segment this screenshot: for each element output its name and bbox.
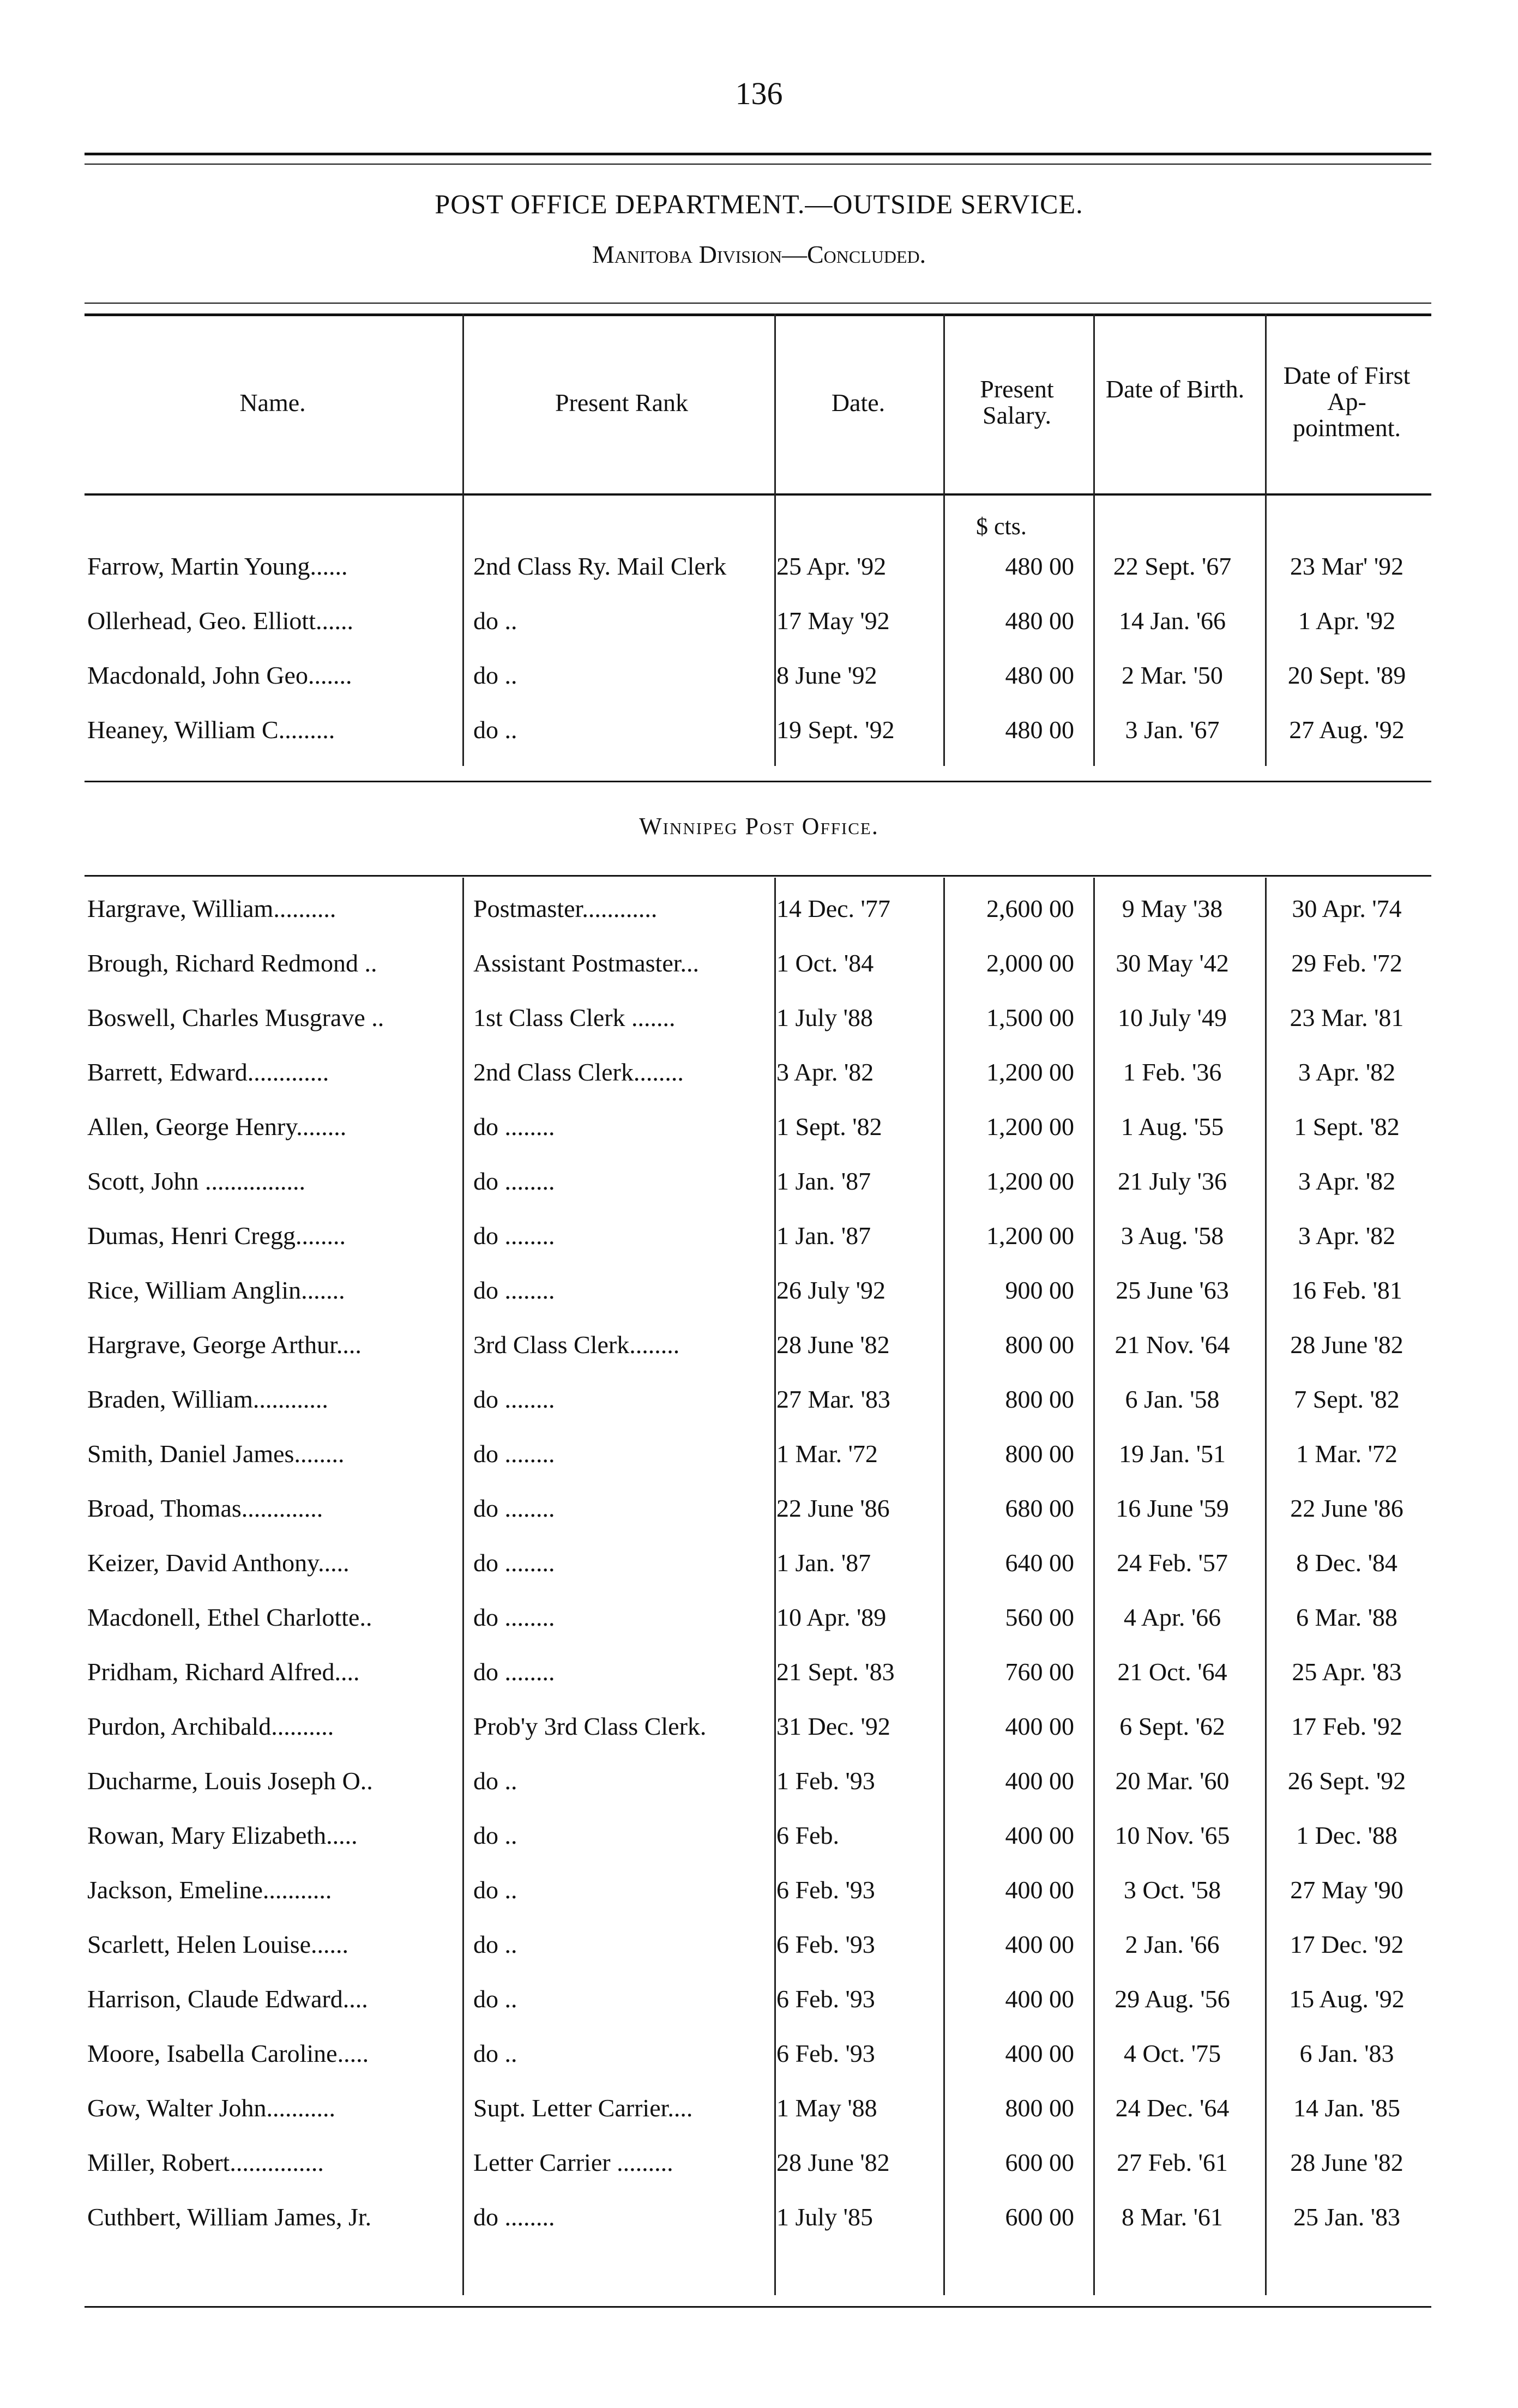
cell-salary: 760 00	[1005, 1658, 1074, 1686]
cell-name: Harrison, Claude Edward....	[87, 1985, 368, 2013]
cell-salary: 1,200 00	[986, 1222, 1074, 1250]
cell-appointment: 17 Dec. '92	[1290, 1930, 1404, 1958]
cell-date: 28 June '82	[776, 1331, 890, 1359]
cell-appointment: 7 Sept. '82	[1294, 1385, 1400, 1413]
cell-appointment: 6 Mar. '88	[1296, 1603, 1397, 1631]
cell-salary: 680 00	[1005, 1494, 1074, 1522]
cell-rank: do ..	[473, 1767, 517, 1795]
cell-birth: 21 Oct. '64	[1117, 1658, 1227, 1686]
page-title: POST OFFICE DEPARTMENT.—OUTSIDE SERVICE.	[435, 189, 1083, 219]
table-row	[0, 1712, 1518, 1766]
table-row	[0, 1221, 1518, 1276]
table-row	[0, 2093, 1518, 2148]
cell-name: Boswell, Charles Musgrave ..	[87, 1004, 384, 1031]
table-row	[0, 1494, 1518, 1548]
cell-name: Cuthbert, William James, Jr.	[87, 2203, 372, 2231]
cell-appointment: 3 Apr. '82	[1298, 1167, 1396, 1195]
header-rule-bottom	[85, 313, 1431, 316]
table-row	[0, 1875, 1518, 1930]
cell-salary: 480 00	[1005, 607, 1074, 635]
cell-name: Miller, Robert...............	[87, 2149, 324, 2176]
cell-birth: 3 Oct. '58	[1123, 1876, 1221, 1904]
salary-units: $ cts.	[976, 513, 1027, 540]
cell-appointment: 8 Dec. '84	[1296, 1549, 1397, 1577]
header-birth: Date of Birth.	[1105, 375, 1245, 403]
cell-salary: 1,500 00	[986, 1004, 1074, 1031]
cell-salary: 2,600 00	[986, 895, 1074, 922]
header-name: Name.	[239, 389, 306, 417]
table-row	[0, 552, 1518, 606]
cell-salary: 400 00	[1005, 1767, 1074, 1795]
top-rule	[85, 153, 1431, 155]
cell-appointment: 17 Feb. '92	[1291, 1712, 1402, 1740]
top-rule-thin	[85, 164, 1431, 165]
cell-rank: do ........	[473, 1385, 555, 1413]
cell-name: Smith, Daniel James........	[87, 1440, 345, 1468]
cell-date: 1 Feb. '93	[776, 1767, 875, 1795]
cell-name: Jackson, Emeline...........	[87, 1876, 332, 1904]
cell-appointment: 20 Sept. '89	[1287, 661, 1406, 689]
table-row	[0, 1385, 1518, 1439]
cell-name: Hargrave, William..........	[87, 895, 336, 922]
cell-name: Broad, Thomas.............	[87, 1494, 323, 1522]
cell-date: 8 June '92	[776, 661, 877, 689]
cell-birth: 22 Sept. '67	[1113, 552, 1232, 580]
cell-date: 25 Apr. '92	[776, 552, 887, 580]
page-number: 136	[735, 76, 783, 111]
cell-name: Macdonald, John Geo.......	[87, 661, 352, 689]
cell-name: Scott, John ................	[87, 1167, 305, 1195]
cell-date: 17 May '92	[776, 607, 890, 635]
cell-appointment: 25 Apr. '83	[1292, 1658, 1402, 1686]
cell-salary: 400 00	[1005, 1876, 1074, 1904]
cell-appointment: 3 Apr. '82	[1298, 1222, 1396, 1250]
cell-name: Gow, Walter John...........	[87, 2094, 335, 2122]
cell-birth: 19 Jan. '51	[1118, 1440, 1226, 1468]
cell-name: Scarlett, Helen Louise......	[87, 1930, 349, 1958]
cell-birth: 6 Jan. '58	[1125, 1385, 1220, 1413]
cell-appointment: 3 Apr. '82	[1298, 1058, 1396, 1086]
cell-birth: 4 Apr. '66	[1123, 1603, 1221, 1631]
cell-birth: 8 Mar. '61	[1122, 2203, 1223, 2231]
table-row	[0, 894, 1518, 949]
table-row	[0, 715, 1518, 770]
cell-salary: 400 00	[1005, 1821, 1074, 1849]
table-row	[0, 1058, 1518, 1112]
cell-salary: 480 00	[1005, 552, 1074, 580]
cell-birth: 1 Aug. '55	[1121, 1113, 1224, 1140]
cell-name: Pridham, Richard Alfred....	[87, 1658, 360, 1686]
cell-birth: 4 Oct. '75	[1123, 2039, 1221, 2067]
table-row	[0, 1657, 1518, 1712]
table-row	[0, 1330, 1518, 1385]
cell-name: Braden, William............	[87, 1385, 328, 1413]
cell-date: 1 May '88	[776, 2094, 877, 2122]
cell-birth: 24 Dec. '64	[1115, 2094, 1230, 2122]
cell-salary: 1,200 00	[986, 1167, 1074, 1195]
cell-birth: 21 Nov. '64	[1115, 1331, 1230, 1359]
cell-name: Brough, Richard Redmond ..	[87, 949, 377, 977]
cell-rank: do ........	[473, 1549, 555, 1577]
header-date: Date.	[831, 389, 886, 417]
cell-rank: Prob'y 3rd Class Clerk.	[473, 1712, 707, 1740]
cell-rank: 2nd Class Ry. Mail Clerk	[473, 552, 727, 580]
cell-salary: 600 00	[1005, 2203, 1074, 2231]
cell-rank: Letter Carrier .........	[473, 2149, 673, 2176]
cell-salary: 800 00	[1005, 2094, 1074, 2122]
cell-rank: do ........	[473, 1167, 555, 1195]
cell-date: 28 June '82	[776, 2149, 890, 2176]
cell-salary: 1,200 00	[986, 1113, 1074, 1140]
cell-appointment: 15 Aug. '92	[1289, 1985, 1405, 2013]
table-row	[0, 1276, 1518, 1330]
cell-appointment: 26 Sept. '92	[1287, 1767, 1406, 1795]
cell-birth: 1 Feb. '36	[1123, 1058, 1222, 1086]
header-rank: Present Rank	[555, 389, 688, 417]
cell-birth: 29 Aug. '56	[1115, 1985, 1230, 2013]
table-row	[0, 2148, 1518, 2202]
cell-rank: do ..	[473, 1985, 517, 2013]
cell-date: 1 Mar. '72	[776, 1440, 878, 1468]
cell-name: Barrett, Edward.............	[87, 1058, 329, 1086]
cell-date: 6 Feb. '93	[776, 1985, 875, 2013]
cell-name: Macdonell, Ethel Charlotte..	[87, 1603, 372, 1631]
cell-rank: do ........	[473, 1113, 555, 1140]
bottom-rule	[85, 2306, 1431, 2308]
cell-appointment: 25 Jan. '83	[1293, 2203, 1401, 2231]
cell-name: Hargrave, George Arthur....	[87, 1331, 362, 1359]
table-row	[0, 1112, 1518, 1167]
cell-name: Keizer, David Anthony.....	[87, 1549, 350, 1577]
cell-salary: 400 00	[1005, 2039, 1074, 2067]
cell-appointment: 28 June '82	[1290, 2149, 1403, 2176]
table-row	[0, 1984, 1518, 2039]
header-rule-top	[85, 303, 1431, 304]
cell-name: Moore, Isabella Caroline.....	[87, 2039, 369, 2067]
cell-rank: Postmaster............	[473, 895, 658, 922]
cell-rank: do ..	[473, 2039, 517, 2067]
header-bottom-rule	[85, 493, 1431, 496]
cell-rank: do ..	[473, 661, 517, 689]
cell-appointment: 1 Dec. '88	[1296, 1821, 1397, 1849]
table-row	[0, 1930, 1518, 1984]
cell-appointment: 1 Mar. '72	[1296, 1440, 1397, 1468]
cell-rank: do ..	[473, 607, 517, 635]
cell-salary: 480 00	[1005, 661, 1074, 689]
cell-appointment: 23 Mar' '92	[1290, 552, 1404, 580]
cell-rank: 3rd Class Clerk........	[473, 1331, 680, 1359]
cell-salary: 600 00	[1005, 2149, 1074, 2176]
cell-rank: 1st Class Clerk .......	[473, 1004, 676, 1031]
cell-date: 19 Sept. '92	[776, 716, 895, 744]
cell-salary: 800 00	[1005, 1331, 1074, 1359]
cell-date: 1 Oct. '84	[776, 949, 874, 977]
cell-birth: 20 Mar. '60	[1115, 1767, 1230, 1795]
cell-date: 27 Mar. '83	[776, 1385, 890, 1413]
cell-salary: 800 00	[1005, 1385, 1074, 1413]
cell-rank: do ..	[473, 1821, 517, 1849]
cell-appointment: 30 Apr. '74	[1292, 895, 1402, 922]
cell-birth: 2 Jan. '66	[1125, 1930, 1220, 1958]
cell-salary: 2,000 00	[986, 949, 1074, 977]
cell-appointment: 14 Jan. '85	[1293, 2094, 1401, 2122]
division-subtitle: Manitoba Division—Concluded.	[592, 240, 926, 268]
cell-name: Farrow, Martin Young......	[87, 552, 348, 580]
cell-birth: 30 May '42	[1116, 949, 1229, 977]
cell-appointment: 16 Feb. '81	[1291, 1276, 1402, 1304]
cell-date: 1 Jan. '87	[776, 1222, 871, 1250]
cell-appointment: 23 Mar. '81	[1290, 1004, 1404, 1031]
cell-salary: 400 00	[1005, 1930, 1074, 1958]
cell-birth: 27 Feb. '61	[1117, 2149, 1228, 2176]
cell-date: 21 Sept. '83	[776, 1658, 895, 1686]
cell-birth: 6 Sept. '62	[1119, 1712, 1225, 1740]
cell-birth: 2 Mar. '50	[1122, 661, 1223, 689]
section-title: Winnipeg Post Office.	[639, 813, 879, 840]
cell-birth: 14 Jan. '66	[1118, 607, 1226, 635]
cell-date: 6 Feb. '93	[776, 1876, 875, 1904]
cell-birth: 9 May '38	[1122, 895, 1223, 922]
section-rule-bottom	[85, 875, 1431, 877]
cell-date: 1 Sept. '82	[776, 1113, 882, 1140]
cell-birth: 10 July '49	[1118, 1004, 1227, 1031]
cell-date: 1 Jan. '87	[776, 1167, 871, 1195]
table-row	[0, 1548, 1518, 1603]
cell-salary: 400 00	[1005, 1712, 1074, 1740]
cell-birth: 24 Feb. '57	[1117, 1549, 1228, 1577]
cell-birth: 16 June '59	[1116, 1494, 1229, 1522]
cell-name: Allen, George Henry........	[87, 1113, 347, 1140]
cell-appointment: 22 June '86	[1290, 1494, 1403, 1522]
cell-appointment: 1 Sept. '82	[1294, 1113, 1400, 1140]
cell-appointment: 27 Aug. '92	[1289, 716, 1405, 744]
cell-rank: do ........	[473, 1603, 555, 1631]
cell-date: 1 Jan. '87	[776, 1549, 871, 1577]
cell-salary: 900 00	[1005, 1276, 1074, 1304]
cell-appointment: 28 June '82	[1290, 1331, 1403, 1359]
cell-date: 14 Dec. '77	[776, 895, 890, 922]
cell-salary: 400 00	[1005, 1985, 1074, 2013]
cell-salary: 560 00	[1005, 1603, 1074, 1631]
cell-date: 26 July '92	[776, 1276, 886, 1304]
cell-appointment: 27 May '90	[1290, 1876, 1403, 1904]
section-rule-top	[85, 781, 1431, 782]
table-row	[0, 1003, 1518, 1058]
cell-date: 6 Feb. '93	[776, 2039, 875, 2067]
cell-rank: do ........	[473, 1658, 555, 1686]
cell-appointment: 6 Jan. '83	[1299, 2039, 1394, 2067]
cell-rank: do ..	[473, 716, 517, 744]
table-row	[0, 2202, 1518, 2257]
cell-birth: 21 July '36	[1118, 1167, 1227, 1195]
cell-name: Rice, William Anglin.......	[87, 1276, 345, 1304]
table-row	[0, 661, 1518, 715]
cell-birth: 10 Nov. '65	[1115, 1821, 1230, 1849]
cell-name: Rowan, Mary Elizabeth.....	[87, 1821, 358, 1849]
header-salary: Present Salary.	[980, 375, 1054, 429]
cell-birth: 3 Jan. '67	[1125, 716, 1220, 744]
cell-date: 6 Feb. '93	[776, 1930, 875, 1958]
header-appointment: Date of First Ap- pointment.	[1283, 361, 1411, 442]
cell-rank: do ........	[473, 1440, 555, 1468]
cell-name: Dumas, Henri Cregg........	[87, 1222, 346, 1250]
cell-rank: do ........	[473, 1494, 555, 1522]
cell-rank: do ........	[473, 1276, 555, 1304]
cell-salary: 800 00	[1005, 1440, 1074, 1468]
cell-date: 3 Apr. '82	[776, 1058, 874, 1086]
table-row	[0, 1439, 1518, 1494]
cell-rank: 2nd Class Clerk........	[473, 1058, 684, 1086]
cell-salary: 1,200 00	[986, 1058, 1074, 1086]
cell-rank: do ........	[473, 2203, 555, 2231]
cell-appointment: 1 Apr. '92	[1298, 607, 1396, 635]
table-row	[0, 1603, 1518, 1657]
cell-date: 31 Dec. '92	[776, 1712, 890, 1740]
cell-rank: do ........	[473, 1222, 555, 1250]
cell-name: Purdon, Archibald..........	[87, 1712, 334, 1740]
cell-date: 22 June '86	[776, 1494, 890, 1522]
cell-appointment: 29 Feb. '72	[1291, 949, 1402, 977]
cell-date: 1 July '88	[776, 1004, 873, 1031]
table-row	[0, 606, 1518, 661]
cell-date: 10 Apr. '89	[776, 1603, 887, 1631]
table-row	[0, 1167, 1518, 1221]
cell-rank: do ..	[473, 1876, 517, 1904]
table-row	[0, 949, 1518, 1003]
cell-salary: 640 00	[1005, 1549, 1074, 1577]
table-row	[0, 1821, 1518, 1875]
cell-date: 1 July '85	[776, 2203, 873, 2231]
cell-name: Heaney, William C.........	[87, 716, 335, 744]
cell-name: Ollerhead, Geo. Elliott......	[87, 607, 353, 635]
cell-birth: 25 June '63	[1116, 1276, 1229, 1304]
cell-rank: do ..	[473, 1930, 517, 1958]
cell-salary: 480 00	[1005, 716, 1074, 744]
table-row	[0, 2039, 1518, 2093]
cell-date: 6 Feb.	[776, 1821, 839, 1849]
cell-rank: Supt. Letter Carrier....	[473, 2094, 693, 2122]
table-row	[0, 1766, 1518, 1821]
cell-birth: 3 Aug. '58	[1121, 1222, 1224, 1250]
cell-rank: Assistant Postmaster...	[473, 949, 700, 977]
cell-name: Ducharme, Louis Joseph O..	[87, 1767, 373, 1795]
